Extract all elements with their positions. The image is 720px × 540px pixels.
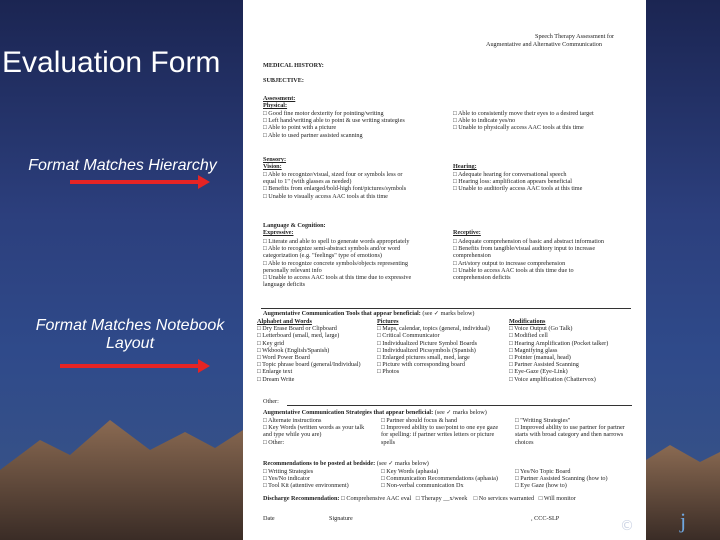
receptive-item: □ Adequate comprehension of basic and abstract information — [453, 238, 604, 245]
receptive-item: comprehension — [453, 252, 491, 260]
strategy-item: □ "Writing Strategies" — [515, 417, 571, 424]
recommend-item: □ Eye Gaze (how to) — [515, 482, 567, 490]
physical-left-item: □ Able to used partner assisted scanning — [263, 131, 363, 139]
recommend-heading-row — [263, 460, 429, 467]
vision-item: equal to 1" (with glasses as needed) — [263, 178, 352, 186]
receptive-item: □ Unable to access AAC tools at this time due to — [453, 266, 574, 274]
tools-col-alphabet — [257, 318, 361, 383]
tools-item: □ Dry Erase Board or Clipboard — [257, 325, 337, 333]
tools-note: (see ✓ marks below) — [422, 310, 475, 317]
tools-item: □ Voice Output (Go Talk) — [509, 325, 573, 333]
hearing-item: □ Unable to auditorily access AAC tools at this time — [453, 185, 583, 193]
recommend-col-2 — [381, 468, 498, 490]
tools-item: □ Critical Communicator — [377, 332, 440, 340]
expressive-item: language deficits — [263, 281, 306, 289]
strategy-item: □ Alternate instructions — [263, 417, 322, 424]
vision-item: □ Benefits from enlarged/bold-high font/pictures/symbols — [263, 185, 407, 193]
corner-glyph: j — [680, 508, 687, 533]
discharge-item: □ Therapy __x/week — [415, 495, 468, 502]
strategy-item: □ Key Words (written words as your talk — [263, 424, 365, 432]
receptive-item: comprehension deficits — [453, 274, 511, 282]
recommend-col-3 — [515, 468, 608, 490]
tools-col-header: Pictures — [377, 318, 399, 325]
vision-item: □ Unable to visually access AAC tools at this time — [263, 192, 388, 200]
receptive-heading: Receptive: — [453, 229, 481, 236]
assessment-heading: Assessment: — [263, 95, 296, 102]
tools-item: □ Dream Write — [257, 375, 295, 383]
expressive-item: personally relevant info — [263, 266, 322, 274]
tools-item: □ Individualized Picture Symbol Boards — [377, 339, 477, 347]
hearing-item: □ Hearing loss: amplification appears beneficial — [453, 178, 573, 186]
recommend-item: □ Yes/No Topic Board — [515, 468, 571, 475]
strategy-item: starts with broad category and then narrows — [515, 431, 624, 439]
divider — [261, 308, 631, 309]
copyright-icon: © — [620, 518, 634, 534]
tools-item: □ Pointer (manual, head) — [509, 354, 571, 362]
tools-item: □ Photos — [377, 368, 400, 376]
recommend-heading: Recommendations to be posted at bedside: — [263, 460, 376, 467]
tools-item: □ Voice amplification (Chattervox) — [509, 375, 596, 383]
physical-left-list — [263, 110, 405, 139]
red-arrow-icon — [70, 180, 200, 184]
language-heading: Language & Cognition: — [263, 222, 326, 229]
recommend-item: □ Yes/No indicator — [263, 475, 310, 483]
expressive-item: □ Able to recognize semi-abstract symbols and/or word — [263, 245, 401, 253]
recommend-item: □ Non-verbal communication Dx — [381, 482, 464, 490]
label-format-notebook: Format Matches Notebook Layout — [35, 317, 225, 352]
tools-item: □ Wkbook (English/Spanish) — [257, 346, 330, 354]
tools-item: □ Modified cell — [509, 332, 548, 340]
tools-col-pictures — [377, 318, 490, 376]
tools-col-header: Alphabet and Words — [257, 318, 312, 325]
recommend-item: □ Tool Kit (attentive environment) — [263, 482, 349, 490]
hearing-list — [453, 171, 582, 193]
doc-heading: Speech Therapy Assessment for — [535, 33, 615, 40]
medical-history-heading: MEDICAL HISTORY: — [263, 62, 324, 69]
strategy-item: spells — [381, 438, 396, 446]
tools-item: □ Picture with corresponding board — [377, 361, 465, 369]
vision-heading: Vision: — [263, 163, 282, 170]
tools-col-modifications — [509, 318, 608, 383]
expressive-item: □ Unable to access AAC tools at this time due to expressive — [263, 274, 412, 282]
expressive-item: □ Able to recognize concrete symbols/objects representing — [263, 259, 408, 267]
vision-list — [263, 171, 406, 200]
strategies-heading-row — [263, 409, 487, 416]
tools-item: □ Individualized Picssymbols (Spanish) — [377, 346, 476, 354]
strategy-item: choices — [515, 438, 534, 446]
physical-right-item: □ Unable to physically access AAC tools at this time — [453, 124, 584, 132]
physical-right-list — [453, 110, 594, 132]
strategy-item: □ Improved ability to use/point to one eye gaze — [381, 424, 499, 432]
physical-left-item: □ Good fine motor dexterity for pointing/writing — [263, 110, 384, 117]
footer-signature: Signature — [329, 515, 353, 522]
strategy-item: □ Partner should focus & hand — [381, 417, 458, 424]
label-format-hierarchy: Format Matches Hierarchy — [28, 157, 217, 174]
tools-col-header: Modifications — [509, 318, 546, 325]
tools-heading: Augmentative Communication Tools that appear beneficial: — [263, 310, 421, 317]
red-arrow-icon — [60, 364, 200, 368]
expressive-item: categorization (e.g. "feelings" type of emotions) — [263, 252, 382, 260]
discharge-heading: Discharge Recommendation: — [263, 495, 340, 502]
vision-item: □ Able to recognize/visual, sized four or symbols less or — [263, 171, 403, 178]
expressive-heading: Expressive: — [263, 229, 294, 236]
tools-heading-row — [263, 310, 474, 317]
physical-heading: Physical: — [263, 102, 288, 109]
strategy-item: □ Improved ability to use partner for partner — [515, 424, 625, 432]
strategy-item: and type while you are) — [263, 431, 322, 439]
tools-item: □ Key grid — [257, 339, 285, 347]
slide-title: Evaluation Form — [2, 46, 221, 79]
physical-right-item: □ Able to indicate yes/no — [453, 117, 516, 125]
receptive-item: □ Benefits from tangible/visual auditory input to increase — [453, 245, 596, 253]
footer-credentials: , CCC-SLP — [531, 515, 560, 522]
expressive-list — [263, 238, 411, 288]
footer-date: Date — [263, 515, 275, 522]
strategy-item: □ Other: — [263, 438, 285, 446]
physical-left-item: □ Left hand/writing able to point & use writing strategies — [263, 117, 405, 125]
evaluation-form-document — [243, 0, 646, 540]
physical-left-item: □ Able to point with a picture — [263, 124, 337, 132]
discharge-item: □ No services warranted — [473, 495, 535, 502]
tools-item: □ Enlarge text — [257, 368, 293, 376]
tools-item: □ Hearing Amplification (Pocket talker) — [509, 339, 609, 347]
recommend-item: □ Writing Strategies — [263, 468, 314, 475]
recommend-col-1 — [263, 468, 349, 490]
strategies-col-3 — [515, 417, 625, 446]
tools-item: □ Magnifying glass — [509, 346, 558, 354]
receptive-list — [453, 238, 604, 281]
subjective-heading: SUBJECTIVE: — [263, 77, 304, 84]
hearing-heading: Hearing: — [453, 163, 477, 170]
recommend-note: (see ✓ marks below) — [376, 460, 429, 467]
discharge-row — [263, 495, 576, 502]
strategies-col-1 — [263, 417, 364, 446]
other-line — [287, 405, 632, 406]
sensory-heading: Sensory: — [263, 156, 287, 163]
doc-heading-2: Augmentative and Alternative Communication — [486, 41, 602, 48]
tools-item: □ Letterboard (small, med, large) — [257, 332, 340, 340]
strategy-item: for spelling: if partner writes letters or picture — [381, 431, 495, 439]
tools-item: □ Partner Assisted Scanning — [509, 361, 579, 369]
receptive-item: □ Art/story output to increase comprehension — [453, 259, 566, 267]
tools-item: □ Word Power Board — [257, 354, 310, 362]
tools-item: □ Eye-Gaze (Eye-Link) — [509, 368, 568, 376]
expressive-item: □ Literate and able to spell to generate words appropriately — [263, 238, 410, 245]
strategies-heading: Augmentative Communication Strategies that appear beneficial: — [263, 409, 434, 416]
tools-item: □ Enlarged pictures small, med, large — [377, 354, 470, 362]
tools-item: □ Topic phrase board (general/Individual) — [257, 361, 361, 369]
tools-item: □ Maps, calendar, topics (general, individual) — [377, 325, 490, 333]
other-label: Other: — [263, 398, 279, 405]
discharge-item: □ Will monitor — [538, 495, 576, 502]
discharge-item: □ Comprehensive AAC eval — [341, 495, 412, 502]
strategies-note: (see ✓ marks below) — [434, 409, 487, 416]
recommend-item: □ Communication Recommendations (aphasia) — [381, 475, 498, 483]
strategies-col-2 — [381, 417, 498, 446]
recommend-item: □ Key Words (aphasia) — [381, 468, 439, 475]
physical-right-item: □ Able to consistently move their eyes to a desired target — [453, 110, 594, 117]
hearing-item: □ Adequate hearing for conversational speech — [453, 171, 567, 178]
recommend-item: □ Partner Assisted Scanning (how to) — [515, 475, 608, 483]
